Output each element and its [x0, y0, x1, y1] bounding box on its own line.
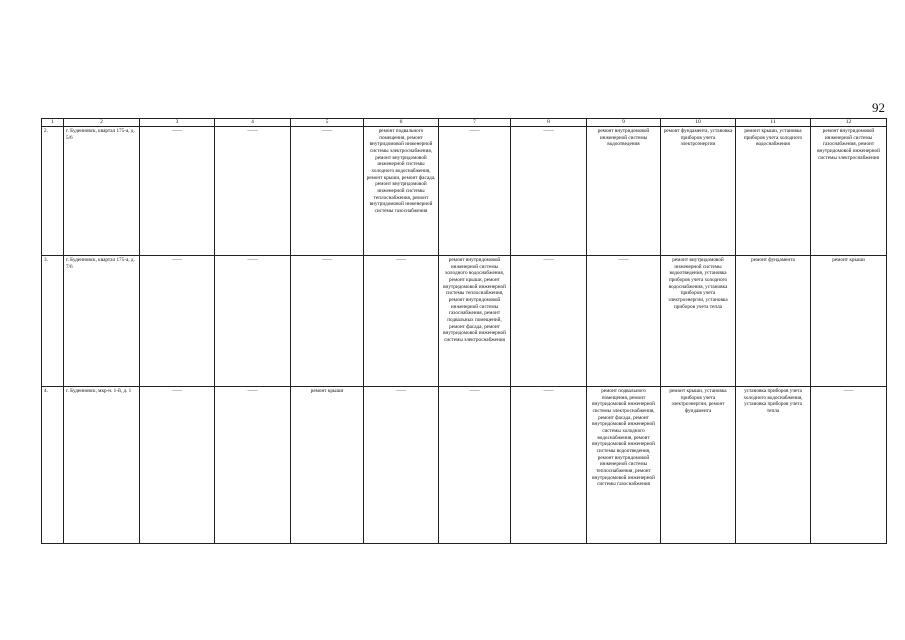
column-number-header-row: [42, 119, 887, 127]
table-cell: ремонт подвального помещения, ремонт внутридомовой инженерной системы электроснабжения, ремонт фасада, ремонт внутридомовой инженерной системы холодного водоснабжения, ремонт внутридомовой инженерной системы водоотведения, ремонт внутридомовой инженерной системы теплоснабжения, ремонт внутридомовой инженерной системы газоснабжения: [587, 387, 661, 544]
table-cell: ——: [215, 387, 291, 544]
column-header: 3: [140, 119, 215, 127]
table-cell: ремонт внутридомовой инженерной системы водоотведения: [587, 127, 661, 256]
table-cell: ——: [511, 387, 587, 544]
table-cell: ——: [364, 256, 439, 387]
table-cell: ——: [439, 387, 511, 544]
column-header: 2: [64, 119, 140, 127]
table-cell: ремонт фундамента: [736, 256, 811, 387]
column-header: 11: [736, 119, 811, 127]
table-row: [42, 127, 887, 256]
table-cell: ——: [140, 256, 215, 387]
row-number: 2.: [42, 127, 64, 256]
table-cell: ——: [140, 127, 215, 256]
table-cell: ремонт крыши, установка приборов учета электроэнергии, ремонт фундамента: [661, 387, 736, 544]
table-cell: ——: [140, 387, 215, 544]
table-cell: ——: [811, 387, 887, 544]
column-header: 1: [42, 119, 64, 127]
table-cell: ремонт крыши, установка приборов учета холодного водоснабжения: [736, 127, 811, 256]
table-cell: ——: [215, 127, 291, 256]
row-number: 3.: [42, 256, 64, 387]
table-cell: ——: [291, 127, 364, 256]
column-header: 10: [661, 119, 736, 127]
column-header: 9: [587, 119, 661, 127]
page-number: 92: [872, 100, 885, 115]
table-cell: ремонт крыши: [811, 256, 887, 387]
column-header: 8: [511, 119, 587, 127]
table-cell: ремонт подвального помещения, ремонт внутридомовой инженерной системы электроснабжения, ремонт внутридомовой инженерной системы холодного водоснабжения, ремонт крыши, ремонт фасада, ремонт внутридомовой инженерной системы теплоснабжения, ремонт внутридомовой инженерной системы газоснабжения: [364, 127, 439, 256]
repair-plan-table: [41, 118, 887, 544]
table-cell: ——: [439, 127, 511, 256]
table-cell: ——: [511, 127, 587, 256]
address-cell: г. Буденновск, квартал 175-а, д. 7/6: [64, 256, 140, 387]
table-cell: ——: [511, 256, 587, 387]
column-header: 7: [439, 119, 511, 127]
table-cell: ремонт внутридомовой инженерной системы холодного водоснабжения, ремонт крыши, ремонт внутридомовой инженерной системы теплоснабжения, ремонт внутридомовой инженерной системы газоснабжения, ремонт подвальных помещений, ремонт фасада, ремонт внутридомовой инженерной системы электроснабжения: [439, 256, 511, 387]
table-cell: ремонт фундамента, установка приборов учета электроэнергии: [661, 127, 736, 256]
address-cell: г. Буденновск, квартал 175-а, д. 5/6: [64, 127, 140, 256]
table-cell: ——: [364, 387, 439, 544]
address-cell: г. Буденновск, мкр-н. 1-й, д. 1: [64, 387, 140, 544]
table-cell: установка приборов учета холодного водоснабжения, установка приборов учета тепла: [736, 387, 811, 544]
table-cell: ремонт крыши: [291, 387, 364, 544]
table-row: [42, 387, 887, 544]
table-cell: ремонт внутридомовой инженерной системы водоотведения, установка приборов учета холодного водоснабжения, установка приборов учета электроэнергии, установка приборов учета тепла: [661, 256, 736, 387]
column-header: 4: [215, 119, 291, 127]
table-cell: ——: [291, 256, 364, 387]
table-cell: ——: [587, 256, 661, 387]
table-cell: ремонт внутридомовой инженерной системы газоснабжения, ремонт внутридомовой инженерной системы электроснабжения: [811, 127, 887, 256]
column-header: 6: [364, 119, 439, 127]
column-header: 5: [291, 119, 364, 127]
row-number: 4.: [42, 387, 64, 544]
table-row: [42, 256, 887, 387]
table-cell: ——: [215, 256, 291, 387]
column-header: 12: [811, 119, 887, 127]
